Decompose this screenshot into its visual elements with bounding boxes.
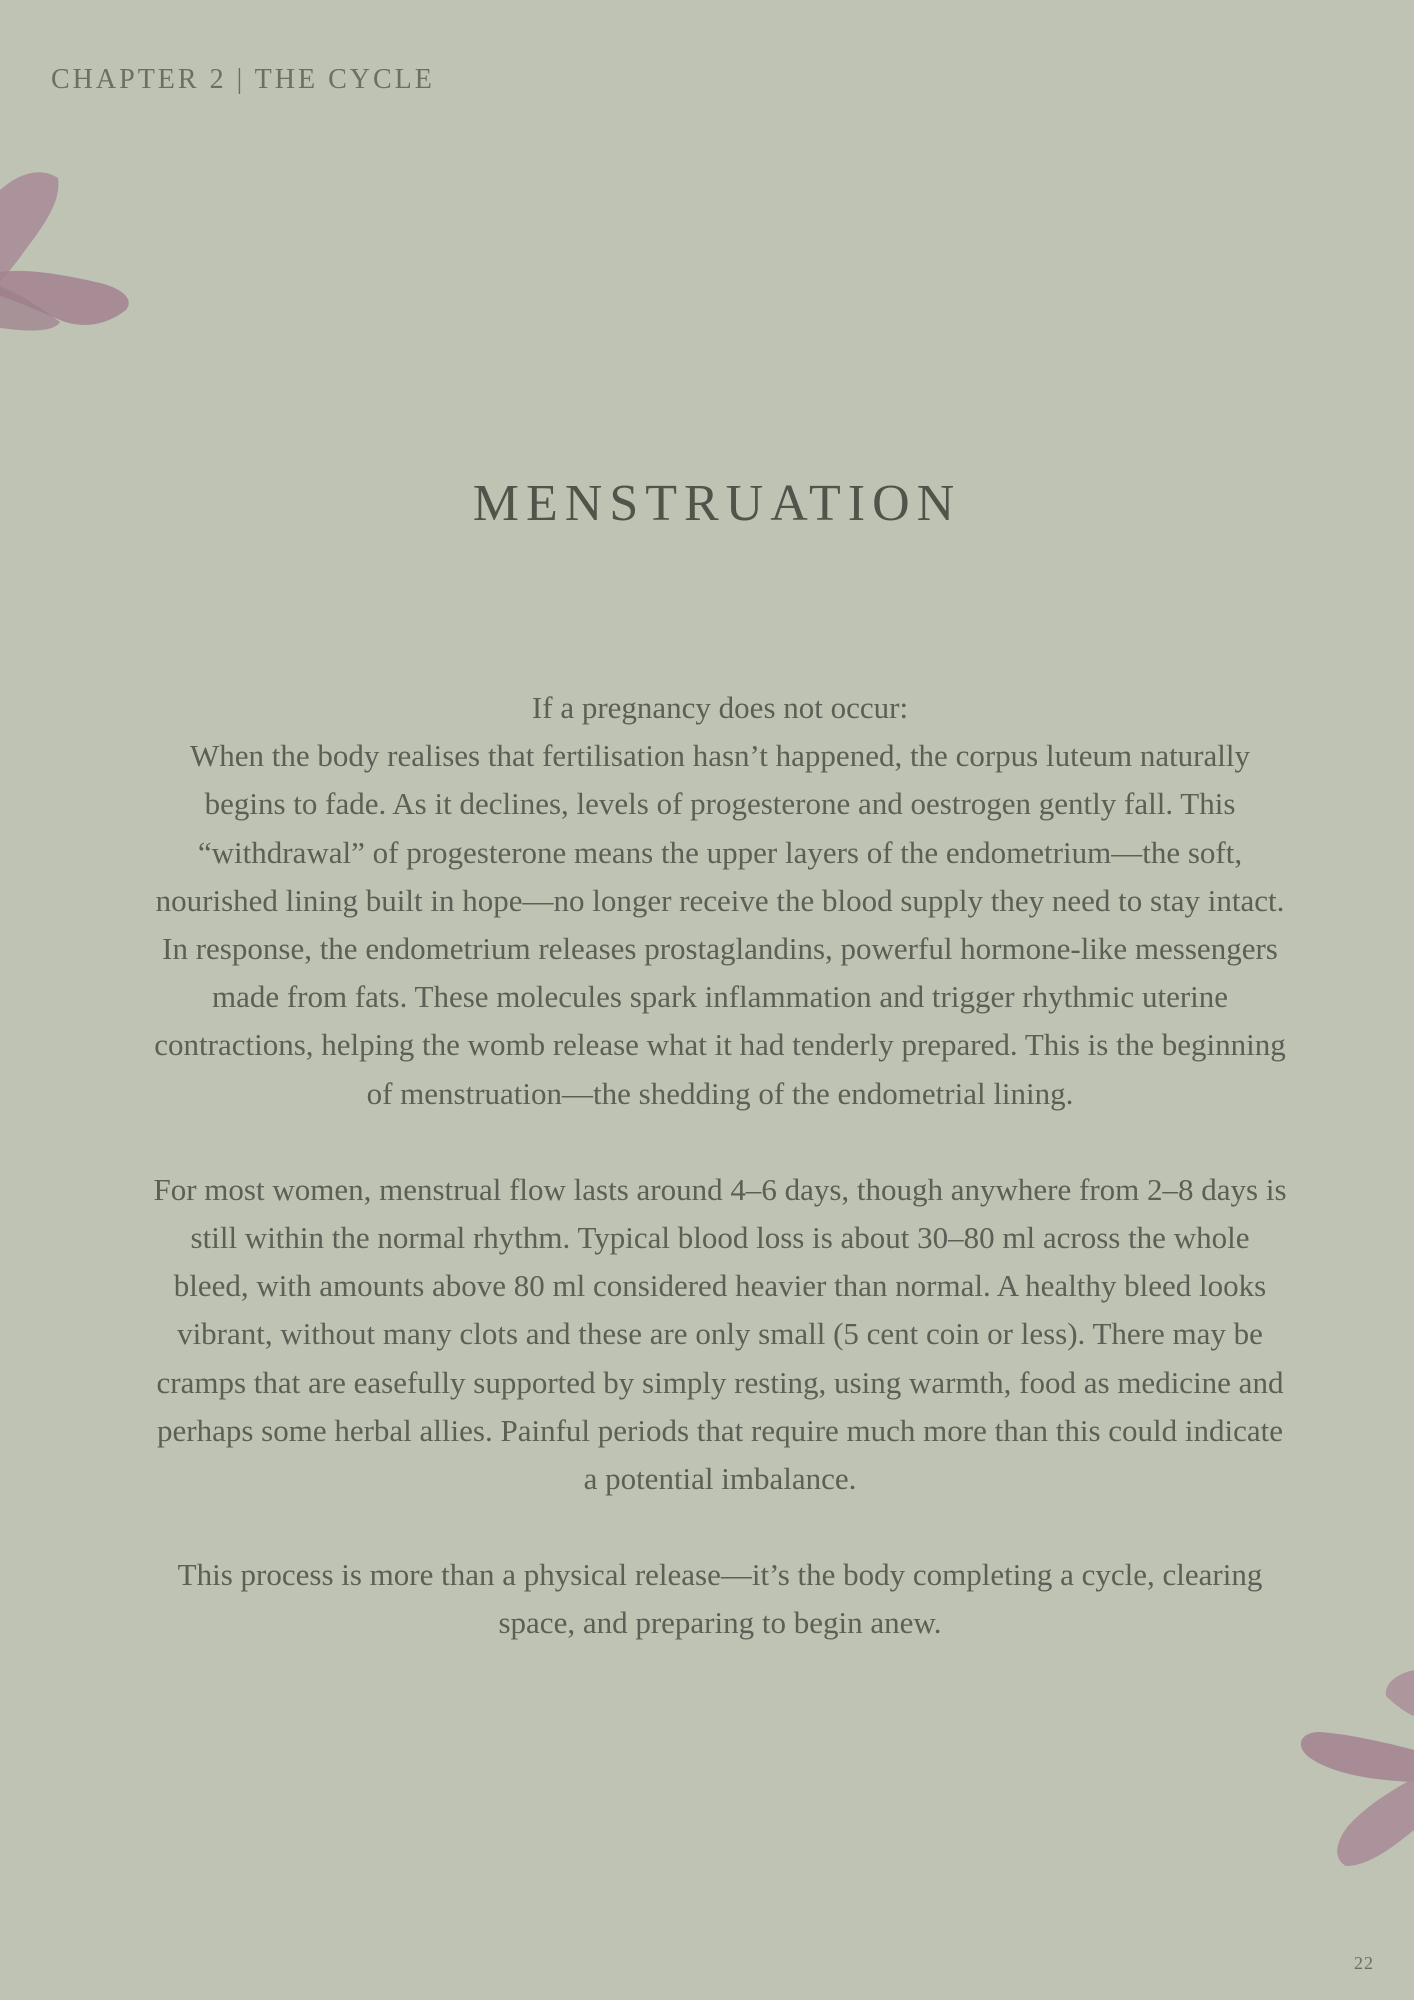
page-number: 22 [1354,1953,1374,1973]
flower-petals-icon [1264,1670,1414,1900]
page-title: MENSTRUATION [472,475,962,532]
flower-petals-icon [0,160,150,380]
intro-line: If a pregnancy does not occur: [531,690,909,725]
body-text [150,684,1290,1648]
paragraph-3: For most women, menstrual flow lasts around 4–6 days, though anywhere from 2–8 days is still within the normal rhythm. Typical blood loss is about 30–80 ml across the whole bleed, with amounts above 80 ml considered heavier than normal. A healthy bleed looks vibrant, without many clots and these are only small (5 cent coin or less). There may be cramps that are easefully supported by simply resting, using warmth, food as medicine and perhaps some herbal allies. Painful periods that require much more than this could indicate a potential imbalance. [153,1171,1287,1497]
chapter-header: CHAPTER 2 | THE CYCLE [51,64,435,95]
paragraph-gap [150,1118,1290,1166]
paragraph-gap [150,1503,1290,1551]
paragraph-2: In response, the endometrium releases prostaglandins, powerful hormone-like messengers made from fats. These molecules spark inflammation and trigger rhythmic uterine contractions, helping the womb release what it had tenderly prepared. This is the beginning of menstruation—the shedding of the endometrial lining. [154,931,1286,1111]
paragraph-1: When the body realises that fertilisation hasn’t happened, the corpus luteum naturally begins to fade. As it declines, levels of progesterone and oestrogen gently fall. This “withdrawal” of progesterone means the upper layers of the endometrium—the soft, nourished lining built in hope—no longer receive the blood supply they need to stay intact. [155,738,1285,918]
paragraph-4: This process is more than a physical release—it’s the body completing a cycle, clearing space, and preparing to begin anew. [177,1557,1263,1641]
